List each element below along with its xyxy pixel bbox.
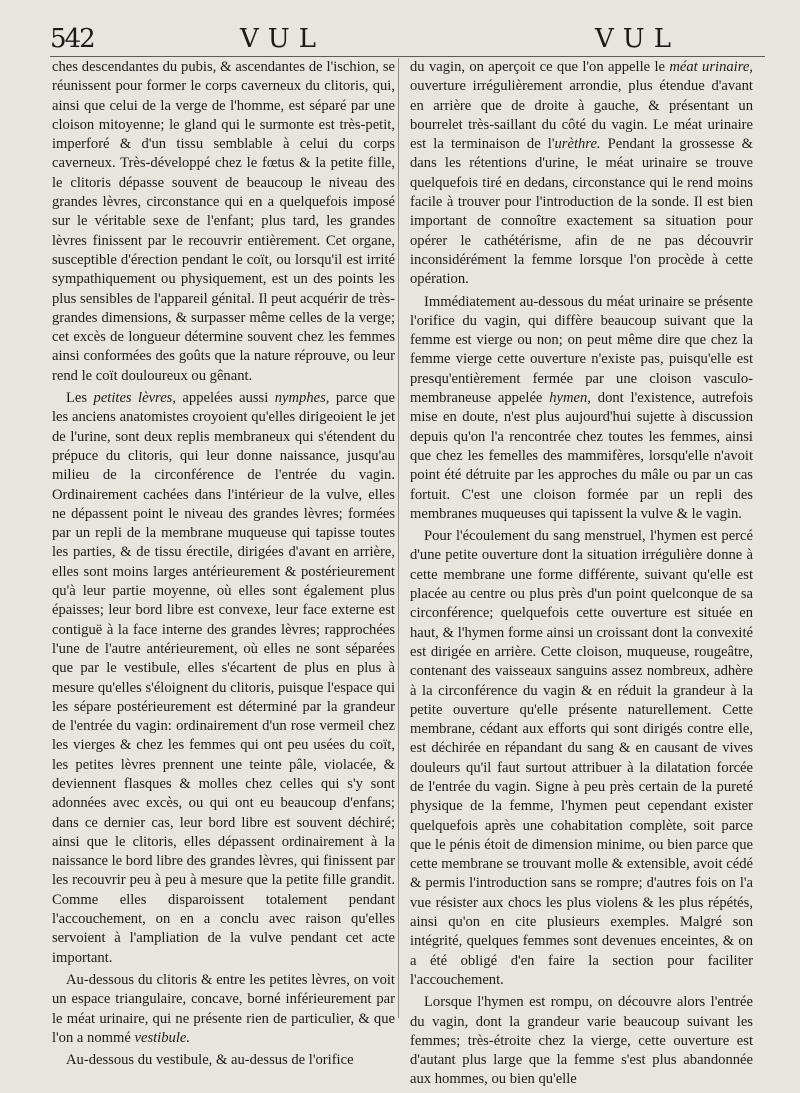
italic-term: nymphes, (274, 390, 330, 407)
paragraph (410, 58, 753, 290)
page-header (50, 24, 765, 54)
paragraph (52, 58, 395, 386)
left-column (52, 58, 395, 1070)
text-run: dont l'existence, autrefois mise en doute, n'est plus aujourd'hui sujette à discussion depuis qu'on l'a rencontrée chez toutes les femmes, ainsi que chez les femelles des mammifères, lorsqu'elle n'avoit point été détruite par les approches du mâle ou par un cas fortuit. C'est une cloison formée par un repli des membranes muqueuses qui tapissent la vulve & le vagin. (410, 390, 753, 522)
column-separator (398, 58, 399, 1018)
text-run: appelées aussi (176, 390, 275, 407)
page-number: 542 (50, 24, 94, 54)
text-run: Lorsque l'hymen est rompu, on découvre alors l'entrée du vagin, dont la grandeur varie beaucoup suivant les femmes; très-étroite chez la vierge, cette ouverture est d'autant plus large que la femme s'est plus abandonnée aux hommes, ou bien qu'elle (410, 994, 753, 1088)
paragraph (410, 993, 753, 1089)
right-column (410, 58, 753, 1090)
text-run: ches descendantes du pubis, & ascendantes de l'ischion, se réunissent pour former le corps caverneux du clitoris, qui, ainsi que celui de la verge de l'homme, est séparé par une cloison mitoyenne; le gland qui le surmonte est très-petit, imperforé & d'un tissu semblable à celui du corps caverneux. Très-développé chez le fœtus & la petite fille, le clitoris dépasse souvent de beaucoup le niveau des grandes lèvres, circonstance qui en a quelquefois imposé sur le véritable sexe de l'enfant; plus tard, les grandes lèvres finissent par le recouvrir entièrement. Cet organe, susceptible d'érection pendant le coït, ou lorsqu'il est irrité sympathiquement ou physiquement, est un des points les plus sensibles de l'appareil génital. Il peut acquérir de très-grandes dimensions, & surpasser même celles de la verge; cet excès de longueur détermine souvent chez les femmes ainsi conformées des goûts que la nature réprouve, ou leur rend le coït douloureux ou gênant. (52, 59, 395, 384)
italic-term: urèthre. (554, 136, 601, 153)
text-run: Au-dessous du vestibule, & au-dessus de l'orifice (66, 1052, 354, 1069)
text-run: Pour l'écoulement du sang menstruel, l'hymen est percé d'une petite ouverture dont la situation irrégulière donne à cette membrane une forme différente, suivant qu'elle est placée au centre ou plus près d'un point quelconque de sa circonférence; quelquefois cette ouverture est située en haut, & l'hymen forme ainsi un croissant dont la convexité est dirigée en arrière. Cette cloison, muqueuse, rougeâtre, contenant des vaisseaux sanguins assez nombreux, adhère à la circonférence du vagin & en réduit la grandeur à la petite ouverture qu'elle présente naturellement. Cette membrane, cédant aux efforts qui sont dirigés contre elle, est déchirée en répandant du sang & en causant de vives douleurs qu'il faut surtout attribuer à la dilatation forcée de l'entrée du vagin. Signe à peu près certain de la pureté physique de la femme, l'hymen peut cependant exister quelquefois après une cohabitation complète, soit parce que le pénis étoit de dimension minime, ou bien parce que cette membrane se trouvant molle & extensible, avoit cédé & permis l'introduction sans se rompre; d'autres fois on l'a vue résister aux chocs les plus violens & les plus répétés, ainsi qu'on en cite plusieurs exemples. Malgré son intégrité, quelques femmes sont devenues enceintes, & on a été obligé d'en faire la section pour faciliter l'accouchement. (410, 528, 753, 988)
paragraph (410, 527, 753, 990)
text-run: du vagin, on aperçoit ce que l'on appelle le (410, 59, 670, 75)
italic-term: hymen, (549, 390, 591, 407)
text-run: ouverture irrégulièrement arrondie, plus étendue d'avant en arrière que de droite à gauche, & présentant un bourrelet très-saillant du côté du vagin. Le méat urinaire est la terminaison de l' (410, 78, 753, 153)
italic-term: méat urinaire, (669, 59, 753, 75)
text-run: parce que les anciens anatomistes croyoient qu'elles dirigeoient le jet de l'urine, sont deux replis membraneux qui s'étendent du prépuce du clitoris, qui leur donne naissance, jusqu'au milieu de la circonférence de l'entrée du vagin. Ordinairement cachées dans l'intérieur de la vulve, elles ne dépassent point le niveau des grandes lèvres; formées par un repli de la membrane muqueuse qui tapisse toutes les parties, & de tissu érectile, dirigées d'avant en arrière, elles sont moins larges antérieurement & postérieurement qu'à leur partie moyenne, où elles sont également plus épaisses; leur bord libre est convexe, leur face externe est contiguë à la face interne des grandes lèvres; rapprochées l'une de l'autre antérieurement, où elles ne sont séparées que par le vestibule, elles s'écartent de plus en plus à mesure qu'elles s'éloignent du clitoris, puisque l'espace qui les sépare postérieurement est déterminé par la grandeur de l'entrée du vagin: ordinairement d'un rose vermeil chez les vierges & chez les femmes qui ont peu usées du coït, les petites lèvres prennent une teinte pâle, violacée, & deviennent flasques & molles chez celles qui s'y sont adonnées avec excès, ou qui ont eu beaucoup d'enfans; dans ce dernier cas, leur bord libre est souvent déchiré; ainsi que le clitoris, elles dépassent ordinairement à la naissance le bord libre des grandes lèvres, qui finissent par les recouvrir peu à peu à mesure que la petite fille grandit. Comme elles disparoissent totalement pendant l'accouchement, on en a conclu avec raison qu'elles servoient à l'ampliation de la vulve pendant cet acte important. (52, 390, 395, 966)
italic-term: petites lèvres, (93, 390, 176, 407)
text-run: Pendant la grossesse & dans les rétentions d'urine, le méat urinaire se trouve quelquefois tiré en dedans, circonstance qui le rend moins facile à trouver pour l'introduction de la sonde. Il est bien important de connoître exactement sa situation pour opérer le cathétérisme, afin de ne pas découvrir inconsidérément la femme lorsque l'on procède à cette opération. (410, 136, 753, 288)
italic-term: vestibule. (134, 1029, 191, 1046)
paragraph (52, 1051, 395, 1070)
running-head-left: VUL (240, 24, 325, 54)
paragraph (52, 971, 395, 1048)
text-run: Les (66, 390, 94, 407)
paragraph (410, 293, 753, 525)
text-run: Au-dessous du clitoris & entre les petites lèvres, on voit un espace triangulaire, concave, borné inférieurement par le méat urinaire, qui ne présente rien de particulier, & que l'on a nommé (52, 971, 395, 1046)
paragraph (52, 389, 395, 968)
text-run: Immédiatement au-dessous du méat urinaire se présente l'orifice du vagin, qui diffère beaucoup suivant que la femme est vierge ou non; on peut même dire que chez la femme vierge cette ouverture n'existe pas, puisqu'elle est presqu'entièrement fermée par une cloison vasculo-membraneuse appelée (410, 293, 753, 407)
running-head-right: VUL (595, 24, 680, 54)
header-rule (50, 56, 765, 57)
